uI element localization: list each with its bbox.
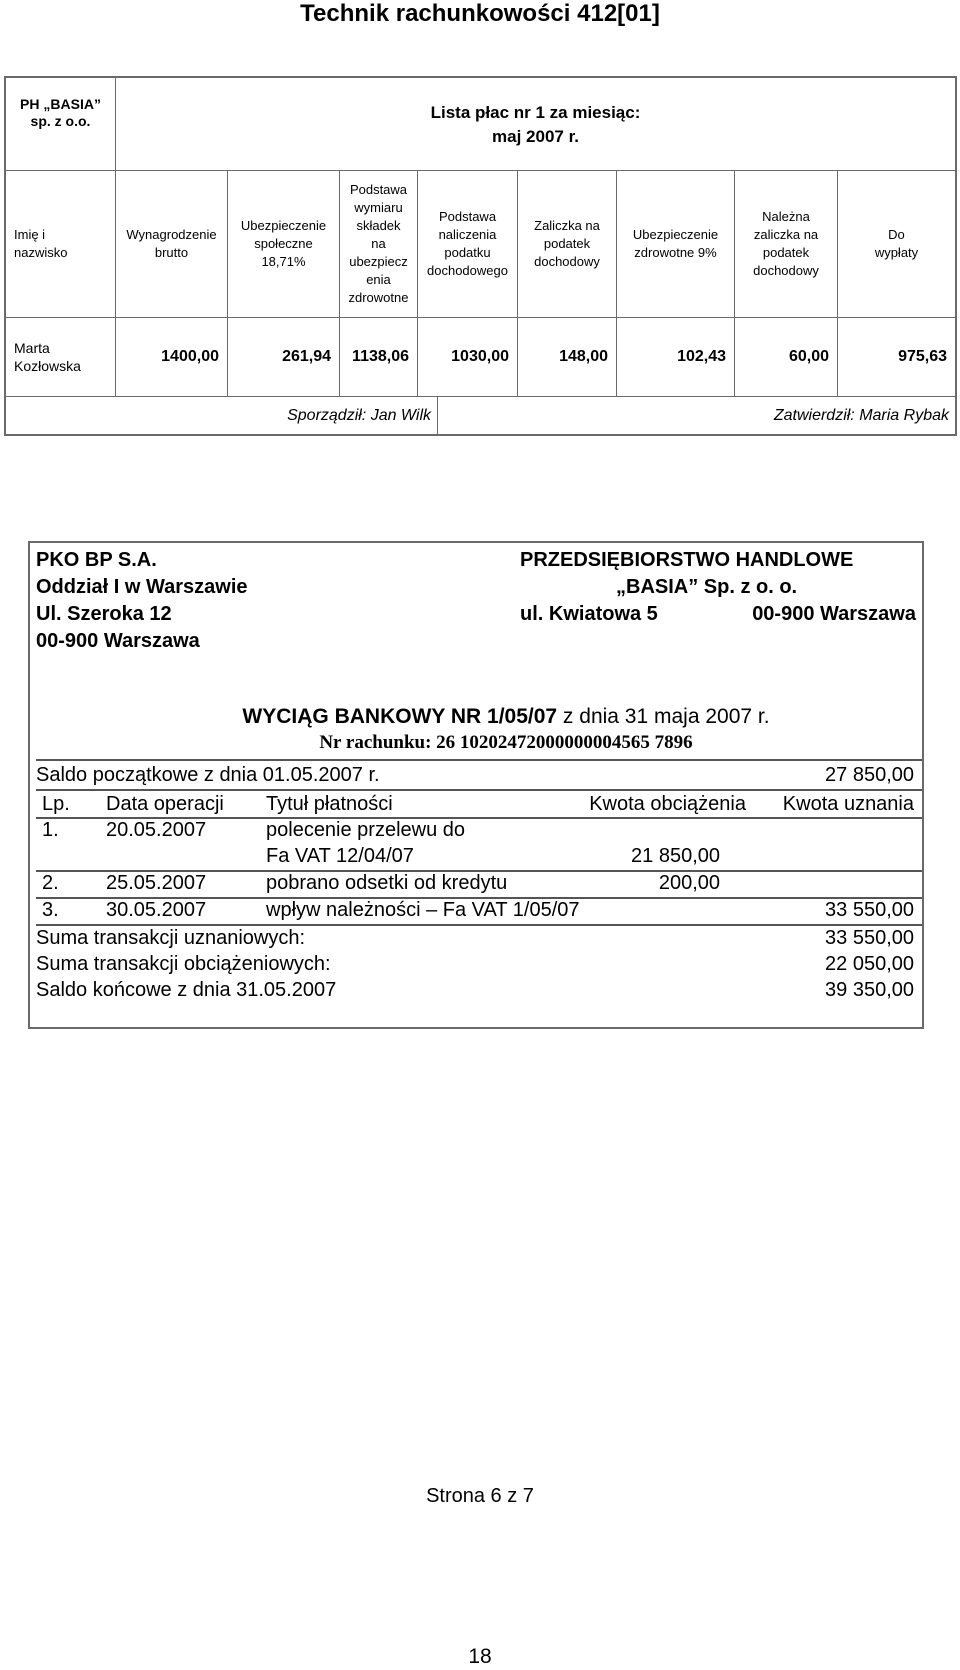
tx-debit: 21 850,00	[631, 845, 720, 867]
payroll-company-name: PH „BASIA”	[20, 96, 101, 112]
tx-date: 20.05.2007	[106, 819, 207, 841]
cell-gross: 1400,00	[116, 318, 228, 396]
column-header-tax-advance: Zaliczka na podatek dochodowy	[518, 171, 617, 317]
company-street: ul. Kwiatowa 5	[520, 603, 658, 625]
statement-title	[30, 705, 922, 729]
sum-credit-label: Suma transakcji uznaniowych:	[36, 927, 306, 949]
payroll-title-line1: Lista płac nr 1 za miesiąc:	[430, 103, 641, 122]
payroll-title-line2: maj 2007 r.	[492, 127, 579, 146]
transactions-header-row	[36, 791, 914, 817]
cell-social: 261,94	[228, 318, 340, 396]
sum-debit-value: 22 050,00	[825, 953, 914, 975]
approved-by: Zatwierdził: Maria Rybak	[773, 407, 949, 424]
company-address	[520, 547, 916, 628]
column-header-date: Data operacji	[106, 793, 224, 815]
page-footer: Strona 6 z 7	[426, 1485, 534, 1507]
closing-balance-value: 39 350,00	[825, 979, 914, 1001]
sum-debit-row	[36, 951, 914, 977]
bank-street: Ul. Szeroka 12	[36, 603, 172, 625]
column-header-health: Ubezpieczenie zdrowotne 9%	[617, 171, 735, 317]
sum-credit-value: 33 550,00	[825, 927, 914, 949]
sum-credit-row	[36, 925, 914, 951]
sum-debit-label: Suma transakcji obciążeniowych:	[36, 953, 331, 975]
statement-title-bold: WYCIĄG BANKOWY NR 1/05/07	[242, 705, 558, 728]
payroll-header-row	[6, 170, 955, 318]
column-header-name: Imię i nazwisko	[6, 171, 116, 317]
tx-lp: 1.	[42, 819, 59, 841]
bank-address	[36, 547, 248, 655]
payroll-company-form: sp. z o.o.	[30, 113, 91, 129]
opening-balance-row	[36, 762, 914, 788]
tx-lp: 3.	[42, 899, 59, 921]
tx-date: 25.05.2007	[106, 872, 207, 894]
prepared-by: Sporządził: Jan Wilk	[6, 397, 438, 435]
opening-balance-label: Saldo początkowe z dnia 01.05.2007 r.	[36, 764, 380, 786]
payroll-title	[116, 78, 955, 170]
column-header-credit: Kwota uznania	[782, 793, 914, 815]
column-header-tax-base: Podstawa naliczenia podatku dochodowego	[418, 171, 518, 317]
payroll-list	[4, 76, 957, 436]
column-header-lp: Lp.	[42, 793, 70, 815]
cell-tax-advance: 148,00	[518, 318, 617, 396]
tx-debit: 200,00	[658, 872, 720, 894]
column-header-social: Ubezpieczenie społeczne 18,71%	[228, 171, 340, 317]
tx-lp: 2.	[42, 872, 59, 894]
bank-branch: Oddział I w Warszawie	[36, 576, 248, 598]
payroll-signatures	[6, 397, 955, 435]
cell-due-tax: 60,00	[735, 318, 838, 396]
table-row	[36, 897, 914, 923]
column-header-gross: Wynagrodzenie brutto	[116, 171, 228, 317]
company-city: 00-900 Warszawa	[752, 603, 916, 625]
closing-balance-row	[36, 977, 914, 1003]
tx-date: 30.05.2007	[106, 899, 207, 921]
bank-name: PKO BP S.A.	[36, 549, 157, 571]
table-row	[36, 870, 914, 896]
tx-title: wpływ należności – Fa VAT 1/05/07	[266, 899, 580, 921]
column-header-payout: Do wypłaty	[874, 227, 919, 260]
payroll-table	[6, 170, 955, 397]
page-number: 18	[468, 1645, 492, 1668]
tx-title: Fa VAT 12/04/07	[266, 845, 414, 867]
closing-balance-label: Saldo końcowe z dnia 31.05.2007	[36, 979, 337, 1001]
payroll-company	[6, 78, 116, 170]
account-number: Nr rachunku: 26 10202472000000004565 7896	[319, 732, 693, 753]
column-header-due-tax: Należna zaliczka na podatek dochodowy	[735, 171, 838, 317]
opening-balance-value: 27 850,00	[825, 764, 914, 786]
cell-tax-base: 1030,00	[418, 318, 518, 396]
bank-statement	[28, 541, 924, 1029]
statement-title-date: z dnia 31 maja 2007 r.	[557, 705, 770, 728]
column-header-debit: Kwota obciążenia	[589, 793, 746, 815]
column-header-health-base: Podstawa wymiaru składek na ubezpiecz enia zdrowotne	[340, 171, 418, 317]
tx-title: polecenie przelewu do	[266, 819, 466, 841]
tx-credit: 33 550,00	[825, 899, 914, 921]
table-row	[36, 817, 914, 843]
tx-title: pobrano odsetki od kredytu	[266, 872, 508, 894]
bank-city: 00-900 Warszawa	[36, 630, 200, 652]
cell-health-base: 1138,06	[340, 318, 418, 396]
cell-payout: 975,63	[898, 348, 947, 365]
divider	[36, 759, 922, 761]
cell-name: Marta Kozłowska	[6, 318, 116, 396]
table-row-continued	[36, 843, 914, 869]
company-line1: PRZEDSIĘBIORSTWO HANDLOWE	[520, 549, 854, 571]
column-header-title: Tytuł płatności	[266, 793, 393, 815]
company-line2: „BASIA” Sp. z o. o.	[616, 576, 798, 598]
table-row	[6, 318, 955, 397]
page-title: Technik rachunkowości 412[01]	[300, 0, 660, 27]
cell-health: 102,43	[617, 318, 735, 396]
